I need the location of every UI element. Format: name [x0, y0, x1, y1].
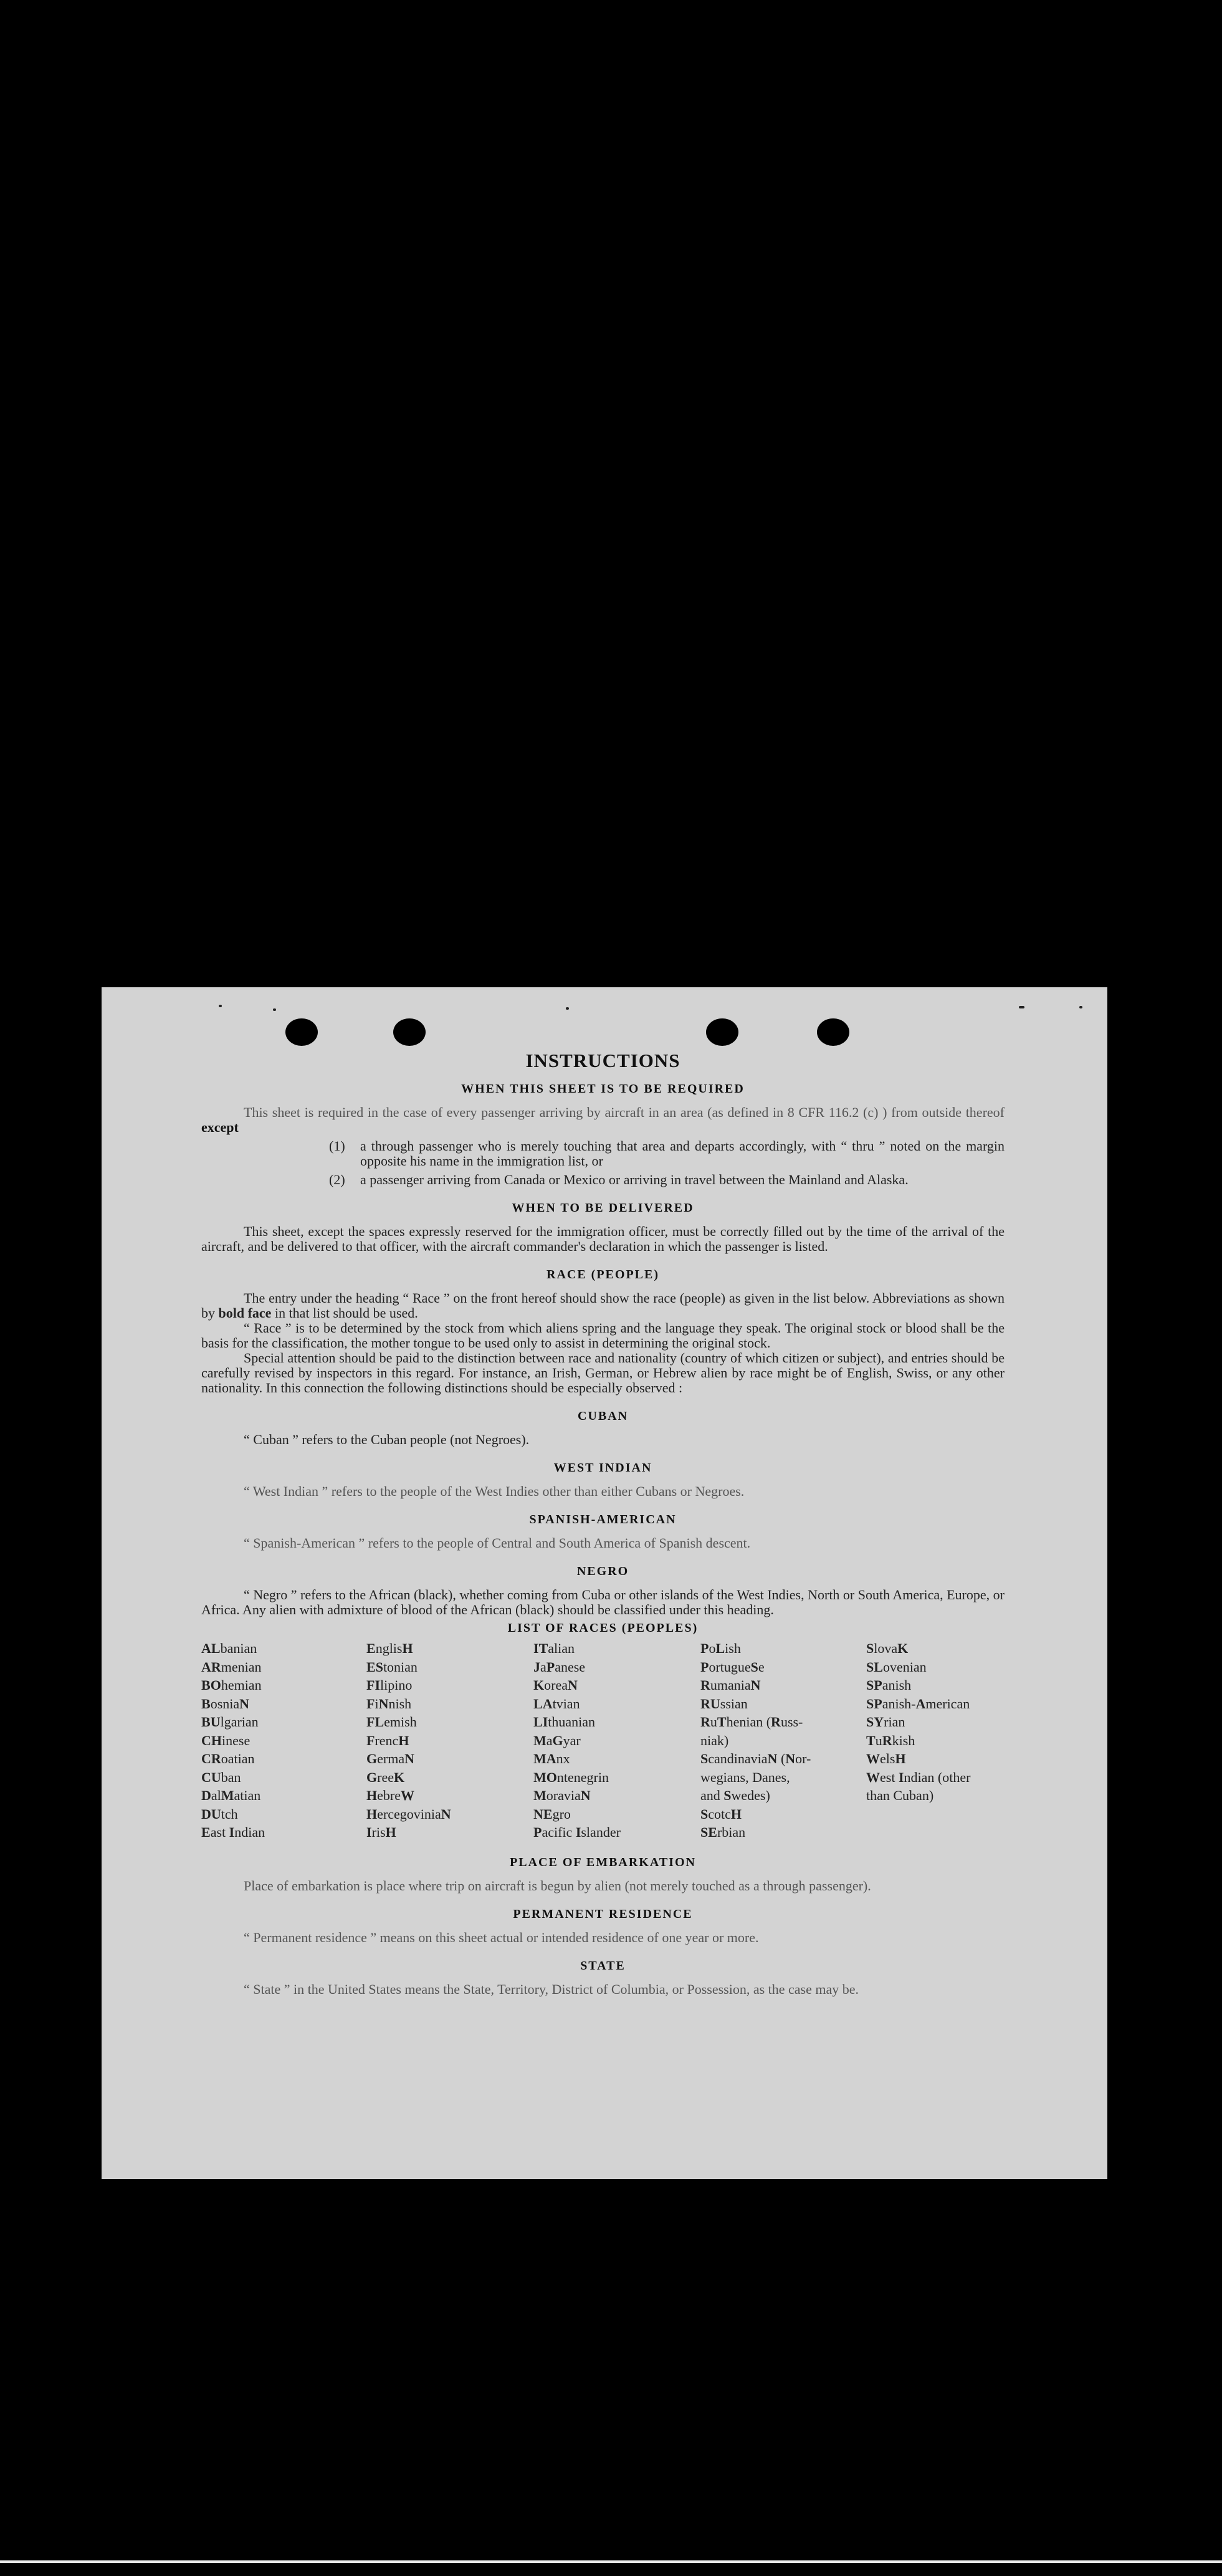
race-entry: SYrian — [866, 1714, 905, 1730]
race-entry: ARmenian — [201, 1659, 262, 1675]
race-entry: ScandinaviaN (Nor- wegians, Danes, and Swedes) — [700, 1751, 811, 1803]
race-entry: BosniaN — [201, 1695, 250, 1712]
race-entry: SPanish — [866, 1677, 912, 1693]
race-entry: MAnx — [533, 1751, 570, 1766]
race-p1-bold: bold face — [218, 1305, 272, 1321]
speck — [219, 1005, 222, 1007]
races-column — [366, 1639, 533, 1842]
race-entry: West Indian (other than Cuban) — [866, 1769, 971, 1803]
race-entry: TuRkish — [866, 1732, 915, 1748]
heading-embarkation: PLACE OF EMBARKATION — [510, 1855, 696, 1869]
scan-edge-line — [0, 2560, 1222, 2563]
race-entry: PortugueSe — [700, 1659, 765, 1675]
exception-text: a through passenger who is merely touching that area and departs accordingly, with “ thru ” noted on the margin opposite his name in the immigration list, or — [360, 1138, 1005, 1169]
heading-spanish-american: SPANISH-AMERICAN — [529, 1513, 677, 1526]
heading-west-indian: WEST INDIAN — [553, 1461, 652, 1475]
race-entry: FIlipino — [366, 1677, 413, 1693]
spanish-american-text: “ Spanish-American ” refers to the people of Central and South America of Spanish descent. — [244, 1535, 751, 1551]
race-paragraph-3: Special attention should be paid to the distinction between race and nationality (country of which citizen or subject), and entries should be carefully revised by inspectors in this regard. For instance, an Irish, German, or Hebrew alien by race might be of English, Swiss, or any other nationality. In this connection the following distinctions should be especially observed : — [201, 1350, 1005, 1396]
race-paragraph-1 — [201, 1291, 1005, 1321]
speck — [566, 1007, 569, 1010]
exception-item — [329, 1172, 1005, 1187]
speck — [1079, 1006, 1082, 1008]
race-entry: MoraviaN — [533, 1788, 591, 1803]
race-entry: SlovaK — [866, 1640, 909, 1656]
heading-cuban: CUBAN — [577, 1409, 629, 1423]
race-entry: ITalian — [533, 1640, 575, 1656]
west-indian-text: “ West Indian ” refers to the people of the West Indies other than either Cubans or Negroes. — [244, 1483, 745, 1499]
exception-number: (2) — [329, 1172, 345, 1187]
race-entry: RuThenian (Russ- niak) — [700, 1714, 803, 1748]
race-entry: SPanish-American — [866, 1695, 970, 1712]
page-title: INSTRUCTIONS — [525, 1050, 680, 1071]
punch-hole — [285, 1018, 318, 1046]
state-text: “ State ” in the United States means the State, Territory, District of Columbia, or Possession, as the case may be. — [244, 1981, 859, 1997]
race-entry: GermaN — [366, 1751, 414, 1766]
race-entry: DalMatian — [201, 1788, 261, 1803]
race-entry: BOhemian — [201, 1677, 262, 1693]
races-column — [533, 1639, 700, 1842]
race-entry: LAtvian — [533, 1695, 580, 1712]
race-entry: FrencH — [366, 1732, 409, 1748]
instruction-sheet — [102, 987, 1107, 2179]
heading-list-of-races: LIST OF RACES (PEOPLES) — [507, 1621, 699, 1635]
race-entry: KoreaN — [533, 1677, 578, 1693]
cuban-text: “ Cuban ” refers to the Cuban people (not Negroes). — [244, 1432, 530, 1447]
races-column — [700, 1639, 866, 1842]
intro-bold: except — [201, 1119, 239, 1135]
races-table — [201, 1639, 1005, 1842]
race-entry: NEgro — [533, 1806, 571, 1822]
race-paragraph-2: “ Race ” is to be determined by the stock from which aliens spring and the language they speak. The original stock or blood shall be the basis for the classification, the mother tongue to be used only to assist in determining the original stock. — [201, 1320, 1005, 1351]
race-p1-before: The entry under the heading “ Race ” on the front hereof should show the race (people) as given in the list below. Abbreviations as shown by — [201, 1290, 1005, 1321]
race-entry: PoLish — [700, 1640, 741, 1656]
embarkation-text: Place of embarkation is place where trip on aircraft is begun by alien (not merely touched as a through passenger). — [244, 1877, 871, 1894]
race-entry: SLovenian — [866, 1659, 927, 1675]
speck — [273, 1008, 276, 1011]
punch-hole — [706, 1018, 738, 1046]
race-entry: CRoatian — [201, 1751, 255, 1766]
race-entry: HercegoviniaN — [366, 1806, 451, 1822]
race-entry: EStonian — [366, 1659, 418, 1675]
race-entry: SErbian — [700, 1824, 746, 1840]
race-p1-after: in that list should be used. — [274, 1305, 418, 1321]
negro-text: “ Negro ” refers to the African (black), whether coming from Cuba or other islands of the West Indies, North or South America, Europe, or Africa. Any alien with admixture of blood of the African (black) should be classified under this heading. — [201, 1587, 1005, 1617]
race-entry: FLemish — [366, 1714, 417, 1730]
punch-hole — [817, 1018, 849, 1046]
race-entry: Pacific Islander — [533, 1824, 621, 1840]
race-entry: MOntenegrin — [533, 1769, 609, 1785]
race-entry: LIthuanian — [533, 1714, 596, 1730]
heading-when-required: WHEN THIS SHEET IS TO BE REQUIRED — [461, 1082, 745, 1096]
race-entry: ALbanian — [201, 1640, 257, 1656]
race-entry: MaGyar — [533, 1732, 581, 1748]
heading-when-delivered: WHEN TO BE DELIVERED — [512, 1201, 694, 1215]
heading-state: STATE — [580, 1958, 626, 1973]
races-column — [866, 1639, 1005, 1842]
race-entry: RUssian — [700, 1695, 748, 1712]
race-entry: ScotcH — [700, 1806, 742, 1822]
race-entry: JaPanese — [533, 1659, 586, 1675]
race-entry: GreeK — [366, 1769, 405, 1785]
punch-hole — [393, 1018, 426, 1046]
speck — [1019, 1006, 1024, 1008]
race-entry: CUban — [201, 1769, 241, 1785]
races-column — [201, 1639, 366, 1842]
race-entry: FiNnish — [366, 1695, 412, 1712]
exception-item — [329, 1139, 1005, 1169]
heading-negro: NEGRO — [576, 1564, 629, 1578]
race-entry: EnglisH — [366, 1640, 413, 1656]
race-entry: RumaniaN — [700, 1677, 761, 1693]
when-required-intro — [201, 1105, 1005, 1135]
race-entry: East Indian — [201, 1824, 265, 1840]
heading-residence: PERMANENT RESIDENCE — [513, 1907, 693, 1921]
race-entry: WelsH — [866, 1751, 906, 1766]
race-entry: BUlgarian — [201, 1714, 259, 1730]
heading-race: RACE (PEOPLE) — [547, 1268, 659, 1281]
race-entry: DUtch — [201, 1806, 238, 1822]
race-entry: IrisH — [366, 1824, 396, 1840]
race-entry: HebreW — [366, 1788, 414, 1803]
when-delivered-text: This sheet, except the spaces expressly reserved for the immigration officer, must be correctly filled out by the time of the arrival of the aircraft, and be delivered to that officer, with the aircraft commander's declaration in which the passenger is listed. — [201, 1223, 1005, 1254]
residence-text: “ Permanent residence ” means on this sheet actual or intended residence of one year or more. — [244, 1929, 759, 1945]
intro-text: This sheet is required in the case of every passenger arriving by aircraft in an area (as defined in 8 CFR 116.2 (c) ) from outside thereof — [244, 1104, 1005, 1120]
exception-text: a passenger arriving from Canada or Mexico or arriving in travel between the Mainland and Alaska. — [360, 1172, 909, 1187]
exception-number: (1) — [329, 1138, 345, 1154]
race-entry: CHinese — [201, 1732, 251, 1748]
